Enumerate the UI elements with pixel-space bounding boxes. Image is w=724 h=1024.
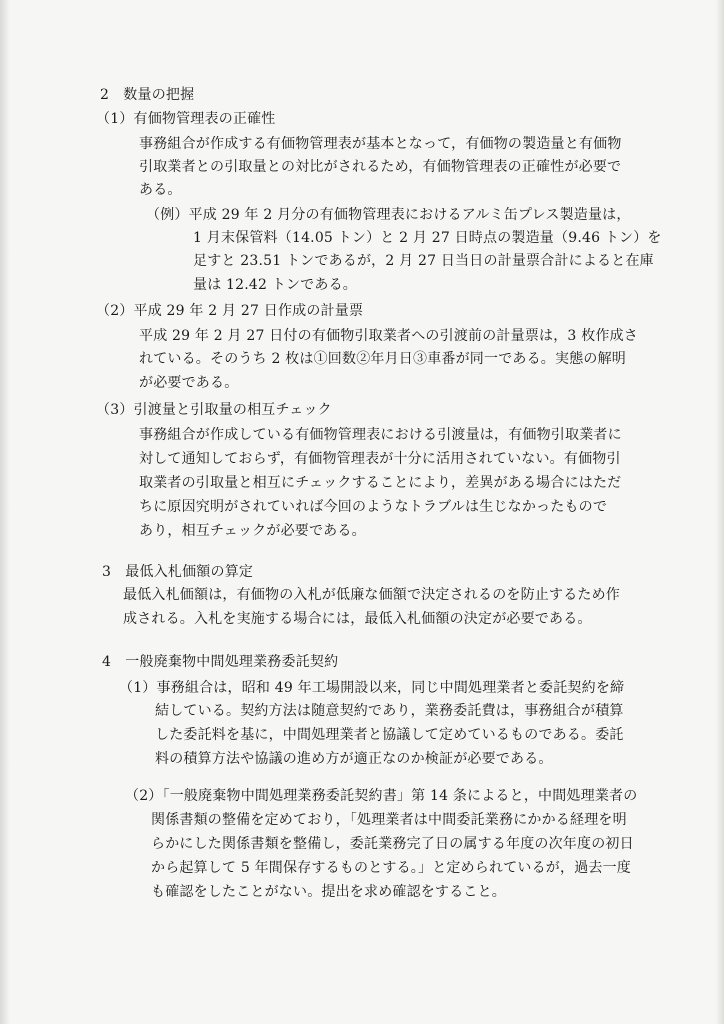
example-line: 1 月末保管料（14.05 トン）と 2 月 27 日時点の製造量（9.46 トン）を xyxy=(193,230,662,246)
paragraph-line: 事務組合が作成している有価物管理表における引渡量は，有価物引取業者に xyxy=(139,427,622,443)
paragraph-line: ある。 xyxy=(139,182,182,198)
paragraph-line: 取業者の引取量と相互にチェックすることにより，差異がある場合にはただ xyxy=(139,475,622,491)
paragraph-line: から起算して 5 年間保存するものとする。」と定められているが，過去一度 xyxy=(151,860,632,876)
paragraph-line: 平成 29 年 2 月 27 日付の有価物引取業者への引渡前の計量票は，3 枚作成さ xyxy=(139,328,638,344)
subsection-title: （3）引渡量と引取量の相互チェック xyxy=(96,402,332,418)
paragraph-line: ちに原因究明がされていれば今回のようなトラブルは生じなかったもので xyxy=(139,499,608,515)
example-line: （例）平成 29 年 2 月分の有価物管理表におけるアルミ缶プレス製造量は， xyxy=(146,207,631,223)
paragraph-line: 対して通知しておらず，有価物管理表が十分に活用されていない。有価物引 xyxy=(139,451,621,467)
paragraph-line: 関係書類の整備を定めており，「処理業者は中間委託業務にかかる経理を明 xyxy=(151,812,627,828)
section-heading: 4 一般廃棄物中間処理業務委託契約 xyxy=(102,654,339,670)
paragraph-line: （1）事務組合は，昭和 49 年工場開設以来，同じ中間処理業者と委託契約を締 xyxy=(119,680,625,696)
paragraph-line: 結している。契約方法は随意契約であり，業務委託費は，事務組合が積算 xyxy=(155,703,624,719)
subsection-title: （2）平成 29 年 2 月 27 日作成の計量票 xyxy=(96,303,364,319)
subsection-title: （1）有価物管理表の正確性 xyxy=(96,111,276,127)
example-line: 足すと 23.51 トンであるが，2 月 27 日当日の計量票合計によると在庫 xyxy=(193,253,654,269)
paragraph-line: 成される。入札を実施する場合には，最低入札価額の決定が必要である。 xyxy=(123,611,592,627)
section-heading: 3 最低入札価額の算定 xyxy=(102,564,254,580)
paragraph-line: れている。そのうち 2 枚は①回数②年月日③車番が同一である。実態の解明 xyxy=(139,351,627,367)
paragraph-line: が必要である。 xyxy=(139,375,239,391)
paragraph-line: 料の積算方法や協議の進め方が適正なのか検証が必要である。 xyxy=(155,751,553,767)
paragraph-line: （2）「一般廃棄物中間処理業務委託契約書」第 14 条によると，中間処理業者の xyxy=(125,788,638,804)
paragraph-line: 最低入札価額は，有価物の入札が低廉な価額で決定されるのを防止するため作 xyxy=(123,587,620,603)
paragraph-line: 事務組合が作成する有価物管理表が基本となって，有価物の製造量と有価物 xyxy=(139,136,622,152)
paragraph-line: も確認をしたことがない。提出を求め確認をすること。 xyxy=(151,884,506,900)
example-line: 量は 12.42 トンである。 xyxy=(193,277,357,293)
paragraph-line: らかにした関係書類を整備し，委託業務完了日の属する年度の次年度の初日 xyxy=(151,836,634,852)
paragraph-line: あり，相互チェックが必要である。 xyxy=(139,523,366,539)
paragraph-line: 引取業者との引取量との対比がされるため，有価物管理表の正確性が必要で xyxy=(139,159,622,175)
paragraph-line: した委託料を基に，中間処理業者と協議して定めているものである。委託 xyxy=(155,727,624,743)
section-heading: 2 数量の把握 xyxy=(100,87,195,103)
